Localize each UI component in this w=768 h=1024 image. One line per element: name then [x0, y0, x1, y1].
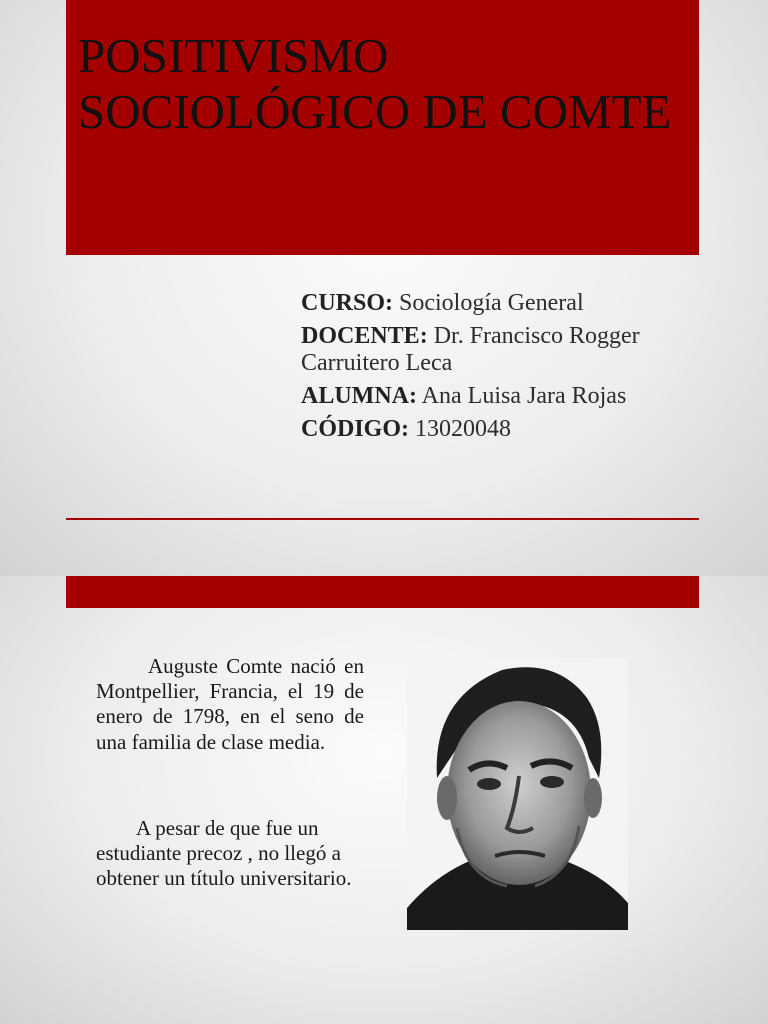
slide-title: POSITIVISMO SOCIOLÓGICO DE COMTE: [78, 28, 672, 140]
portrait-illustration: [407, 658, 628, 930]
comte-portrait-image: [407, 658, 628, 930]
course-info: [301, 290, 701, 450]
divider-line: [66, 518, 699, 520]
course-row: [301, 290, 701, 317]
code-row: [301, 416, 701, 443]
title-banner-2: [66, 576, 699, 608]
biography-slide: [0, 576, 768, 1024]
course-value: Sociología General: [399, 290, 584, 316]
course-label: CURSO:: [301, 290, 394, 316]
student-row: [301, 383, 701, 410]
teacher-value: Dr. Francisco Rogger Carruitero Leca: [301, 323, 640, 377]
student-label: ALUMNA:: [301, 383, 417, 410]
code-value: 13020048: [415, 416, 511, 443]
bio-paragraph-1: Auguste Comte nació en Montpellier, Francia, el 19 de enero de 1798, en el seno de una familia de clase media.: [96, 654, 364, 754]
teacher-row: [301, 323, 701, 377]
student-value: Ana Luisa Jara Rojas: [421, 383, 627, 410]
code-label: CÓDIGO:: [301, 416, 409, 443]
teacher-label: DOCENTE:: [301, 323, 428, 350]
bio-paragraph-2: A pesar de que fue un estudiante precoz , no llegó a obtener un título universitario.: [96, 816, 352, 891]
